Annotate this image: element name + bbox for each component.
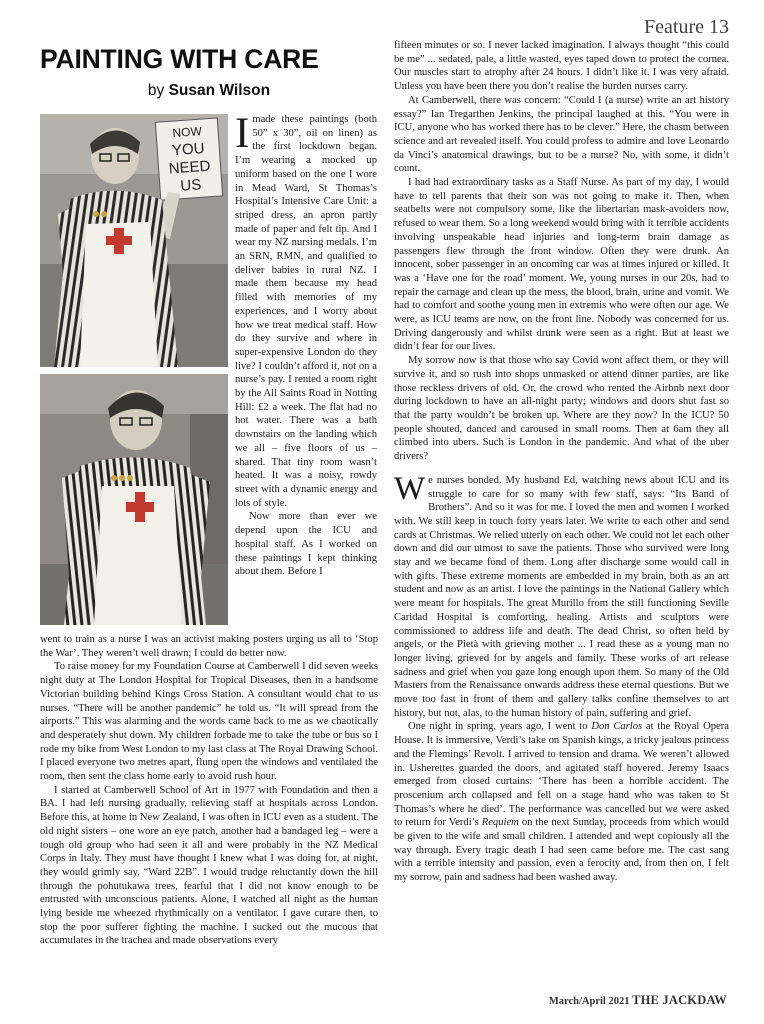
drop-cap-w: W [394, 470, 426, 507]
paragraph-opera [394, 720, 729, 884]
column-1-side-text [235, 110, 377, 579]
magazine-name: THE JACKDAW [632, 993, 727, 1007]
article-title: PAINTING WITH CARE [40, 44, 319, 74]
text-run: One night in spring, years ago, I went to [408, 721, 592, 733]
opera-title: Don Carlos [591, 721, 643, 733]
paragraph-section-2-text: e nurses bonded. My husband Ed, watching news about ICU and its struggle to care for so many with few staff, says: “Its Band of Brothers”. And so it was for me. I loved the men and women I worked with. We still keep in touch forty years later. We write to each other and send cards at Christmas. We relied utterly on each other. We could not let each other down and did our utmost to save the patients. Those who survived were long stay and we became fond of them. Long after discharge some would call in with gifts. These extreme moments are embedded in my brain, both as an art student and now as an artist. I love the paintings in the National Gallery which were meant for hospitals. The great Murillo from the still functioning Seville Caridad Hospital is comforting, healing. Artists and sculptors were commissioned to address life and death. The dead Christ, so often held by angels, or the Pietà with grieving mother ... I read these as a young man no longer living, grieved for by angels and family. These works of art release sadness and grief when you gaze long enough upon them. So many of the Old Masters from the Renaissance onwards address these eternal questions. But we move too fast in front of them and gallery talks confine themselves to art history, but not, alas, to the human history of pain, suffering and grief. [394, 474, 729, 719]
byline [40, 82, 378, 100]
byline-prefix: by [147, 82, 165, 99]
paragraph: fifteen minutes or so. I never lacked imagination. I always thought “this could be me” ... sedated, pale, a little wasted, eyes taped down to protect the cornea. Our muscles start to atrophy after 24 hours. I didn’t like it. I was very afraid. Unless you have been there you don’t realise the burden nurses carry. [394, 40, 729, 93]
column-1-full-text [40, 633, 378, 948]
paragraph: I had had extraordinary tasks as a Staff Nurse. As part of my day, I would have to tell parents that their son was not going to make it. Then, when seatbelts were not compulsory some, like the libertarian mask-avoiders now, refused to wear them. So a long weekend would bring with it terrible accidents involving unspeakable head injuries and long-term brain damage as passengers flew through the front window. Often they were drunk. An innocent, sober passenger in an oncoming car was at times injured or killed. It was a ‘Have one for the road’ moment. We, young nurses in our 20s, had to repair the carnage and clean up the mess, the blood, brain, urine and vomit. We had to comfort and soothe young men in extremis who were often our age. We were, as ICU teams are now, on the front line. Nobody was concerned for us. Driving dangerously and whilst drunk were seen as a right. But at least we didn’t fear for our lives. [394, 177, 729, 353]
page-footer [549, 993, 727, 1008]
section-page-header: Feature 13 [644, 16, 729, 38]
paragraph: My sorrow now is that those who say Covid wont affect them, or they will survive it, and so rush into shops unmasked or attend dinner parties, are like those reckless drivers of old. Or, the crowd who rented the Airbnb next door during lockdown to have an all-night party; windows and doors shut fast so that the party wouldn’t be broken up. Where are they now? In the ICU? 50 people shouted, danced and caroused in small rooms. Then at 6am they all climbed into ubers. Such is London in the pandemic. And what of the uber drivers? [394, 355, 729, 463]
sign-line-1: NOW [172, 124, 203, 141]
paragraph: Now more than ever we depend upon the ICU and hospital staff. As I worked on these paintings I kept thinking about them. Before I [235, 511, 377, 578]
paragraph-intro-text: made these paintings (both 50” x 30”, oil on linen) as the first lockdown began. I’m wearing a mocked up uniform based on the one I wore in Mead Ward, St Thomas’s Hospital’s Intensive Care Unit: a striped dress, an apron partly made of paper and felt tip. And I wear my NZ nursing medals. I’m an SRN, RMN, and qualified to deliver babies in rural NZ. I made them because my head filled with memories of my experiences, and I worry about how we treat medical staff. How do they survive and where in super-expensive London do they live? I couldn’t afford it, not on a nurse’s pay. I rented a room right by the All Saints Road in Notting Hill: £2 a week. The flat had no hot water. There was a bath downstairs on the landing which we all – five floors of us – shared. That tiny room wasn’t heated. It was a noisy, rowdy street with a dynamic energy and lots of style. [235, 114, 377, 509]
column-2-text [394, 39, 729, 885]
painting-1-illustration [40, 114, 228, 367]
paragraph: At Camberwell, there was concern: “Could I (a nurse) write an art history essay?” Ian Tregarthen Jenkins, the principal laughed at this. “You were in ICU, anyone who has worked there has to be clever.” Here, the chasm between science and art revealed itself. You could profess to admire and love Leonardo da Vinci’s anatomical drawings, but to be a nurse? No, with some, it didn’t count. [394, 94, 729, 175]
paragraph: went to train as a nurse I was an activist making posters urging us all to ‘Stop the War’. They weren’t well drawn; I could do better now. [40, 634, 378, 659]
paragraph-intro [235, 110, 377, 510]
author-name: Susan Wilson [168, 82, 271, 99]
drop-cap-i: I [235, 110, 250, 157]
issue-date: March/April 2021 [548, 996, 630, 1007]
sign-line-2: YOU [171, 139, 206, 160]
section-break [394, 464, 729, 474]
text-run: at the Royal Opera House. It is immersive, Verdi’s take on Spanish kings, a tricky jealous princess and the Flemings’ Revolt. I arrived to tension and drama. We weren’t allowed in. Usherettes guarded the doors, and agitated staff hovered. Jeremy Isaacs emerged from closed curtains: ‘There has been a horrible accident. The proscenium arch collapsed and fell on a stage hand who was taken to St Thomas’s where he died’. The performance was cancelled but we were asked to return for Verdi’s [394, 721, 729, 829]
paragraph: I started at Camberwell School of Art in 1977 with Foundation and then a BA. I had left nursing gradually, relieving staff at hospitals across London. Before this, at home in New Zealand, I was often in ICU even as a student. The old night sisters – one wore an eye patch, another had a bandaged leg – were a tough old group who had seen it all and were probably in the NZ Medical Corps in Italy. They must have thought I knew what I was doing for, at night, they would grimly say, “Ward 22B”. I would trudge reluctantly down the hill through the pohutukawa trees, fearful that I did not know enough to be entrusted with unconscious patients. Alone, I watched all night as the human lying beside me wheezed rhythmically on a ventilator. I gave curare then, to stop the poor sufferer fighting the machine. I sucked out the mucous that accumulates in the trachea and made observations every [40, 784, 378, 947]
sign-line-3: NEED [168, 157, 211, 178]
requiem-title: Requiem [481, 817, 519, 829]
sign-line-4: US [179, 176, 202, 195]
text-run: on the next Sunday, proceeds from which would be given to the wife and small children. I attended and wept copiously all the way through. Every tragic death I had seen came before me. The cast sang with a terrible intensity and passion, even a ferocity and, from then on, I felt my sorrow, pain and sadness had been washed away. [394, 817, 729, 884]
paragraph-section-2 [394, 470, 729, 721]
painting-2-illustration [40, 374, 228, 625]
paragraph: To raise money for my Foundation Course at Camberwell I did seven weeks night duty at The London Hospital for Tropical Diseases, then in a handsome Victorian building behind Kings Cross Station. A consultant would chat to us nurses. “There will be another pandemic” he told us. “It will spread from the airports.” This was alarming and the words came back to me as we chaotically and desperately shut down. My children forbade me to take the tube or bus so I rode my bike from West London to my last class at The Royal Drawing School. I placed everyone two metres apart, flung open the windows and ventilated the room, then sent the class home early to avoid rush hour. [40, 661, 378, 783]
painting-nurse-portrait [40, 374, 228, 625]
painting-nurse-with-sign [40, 114, 228, 367]
